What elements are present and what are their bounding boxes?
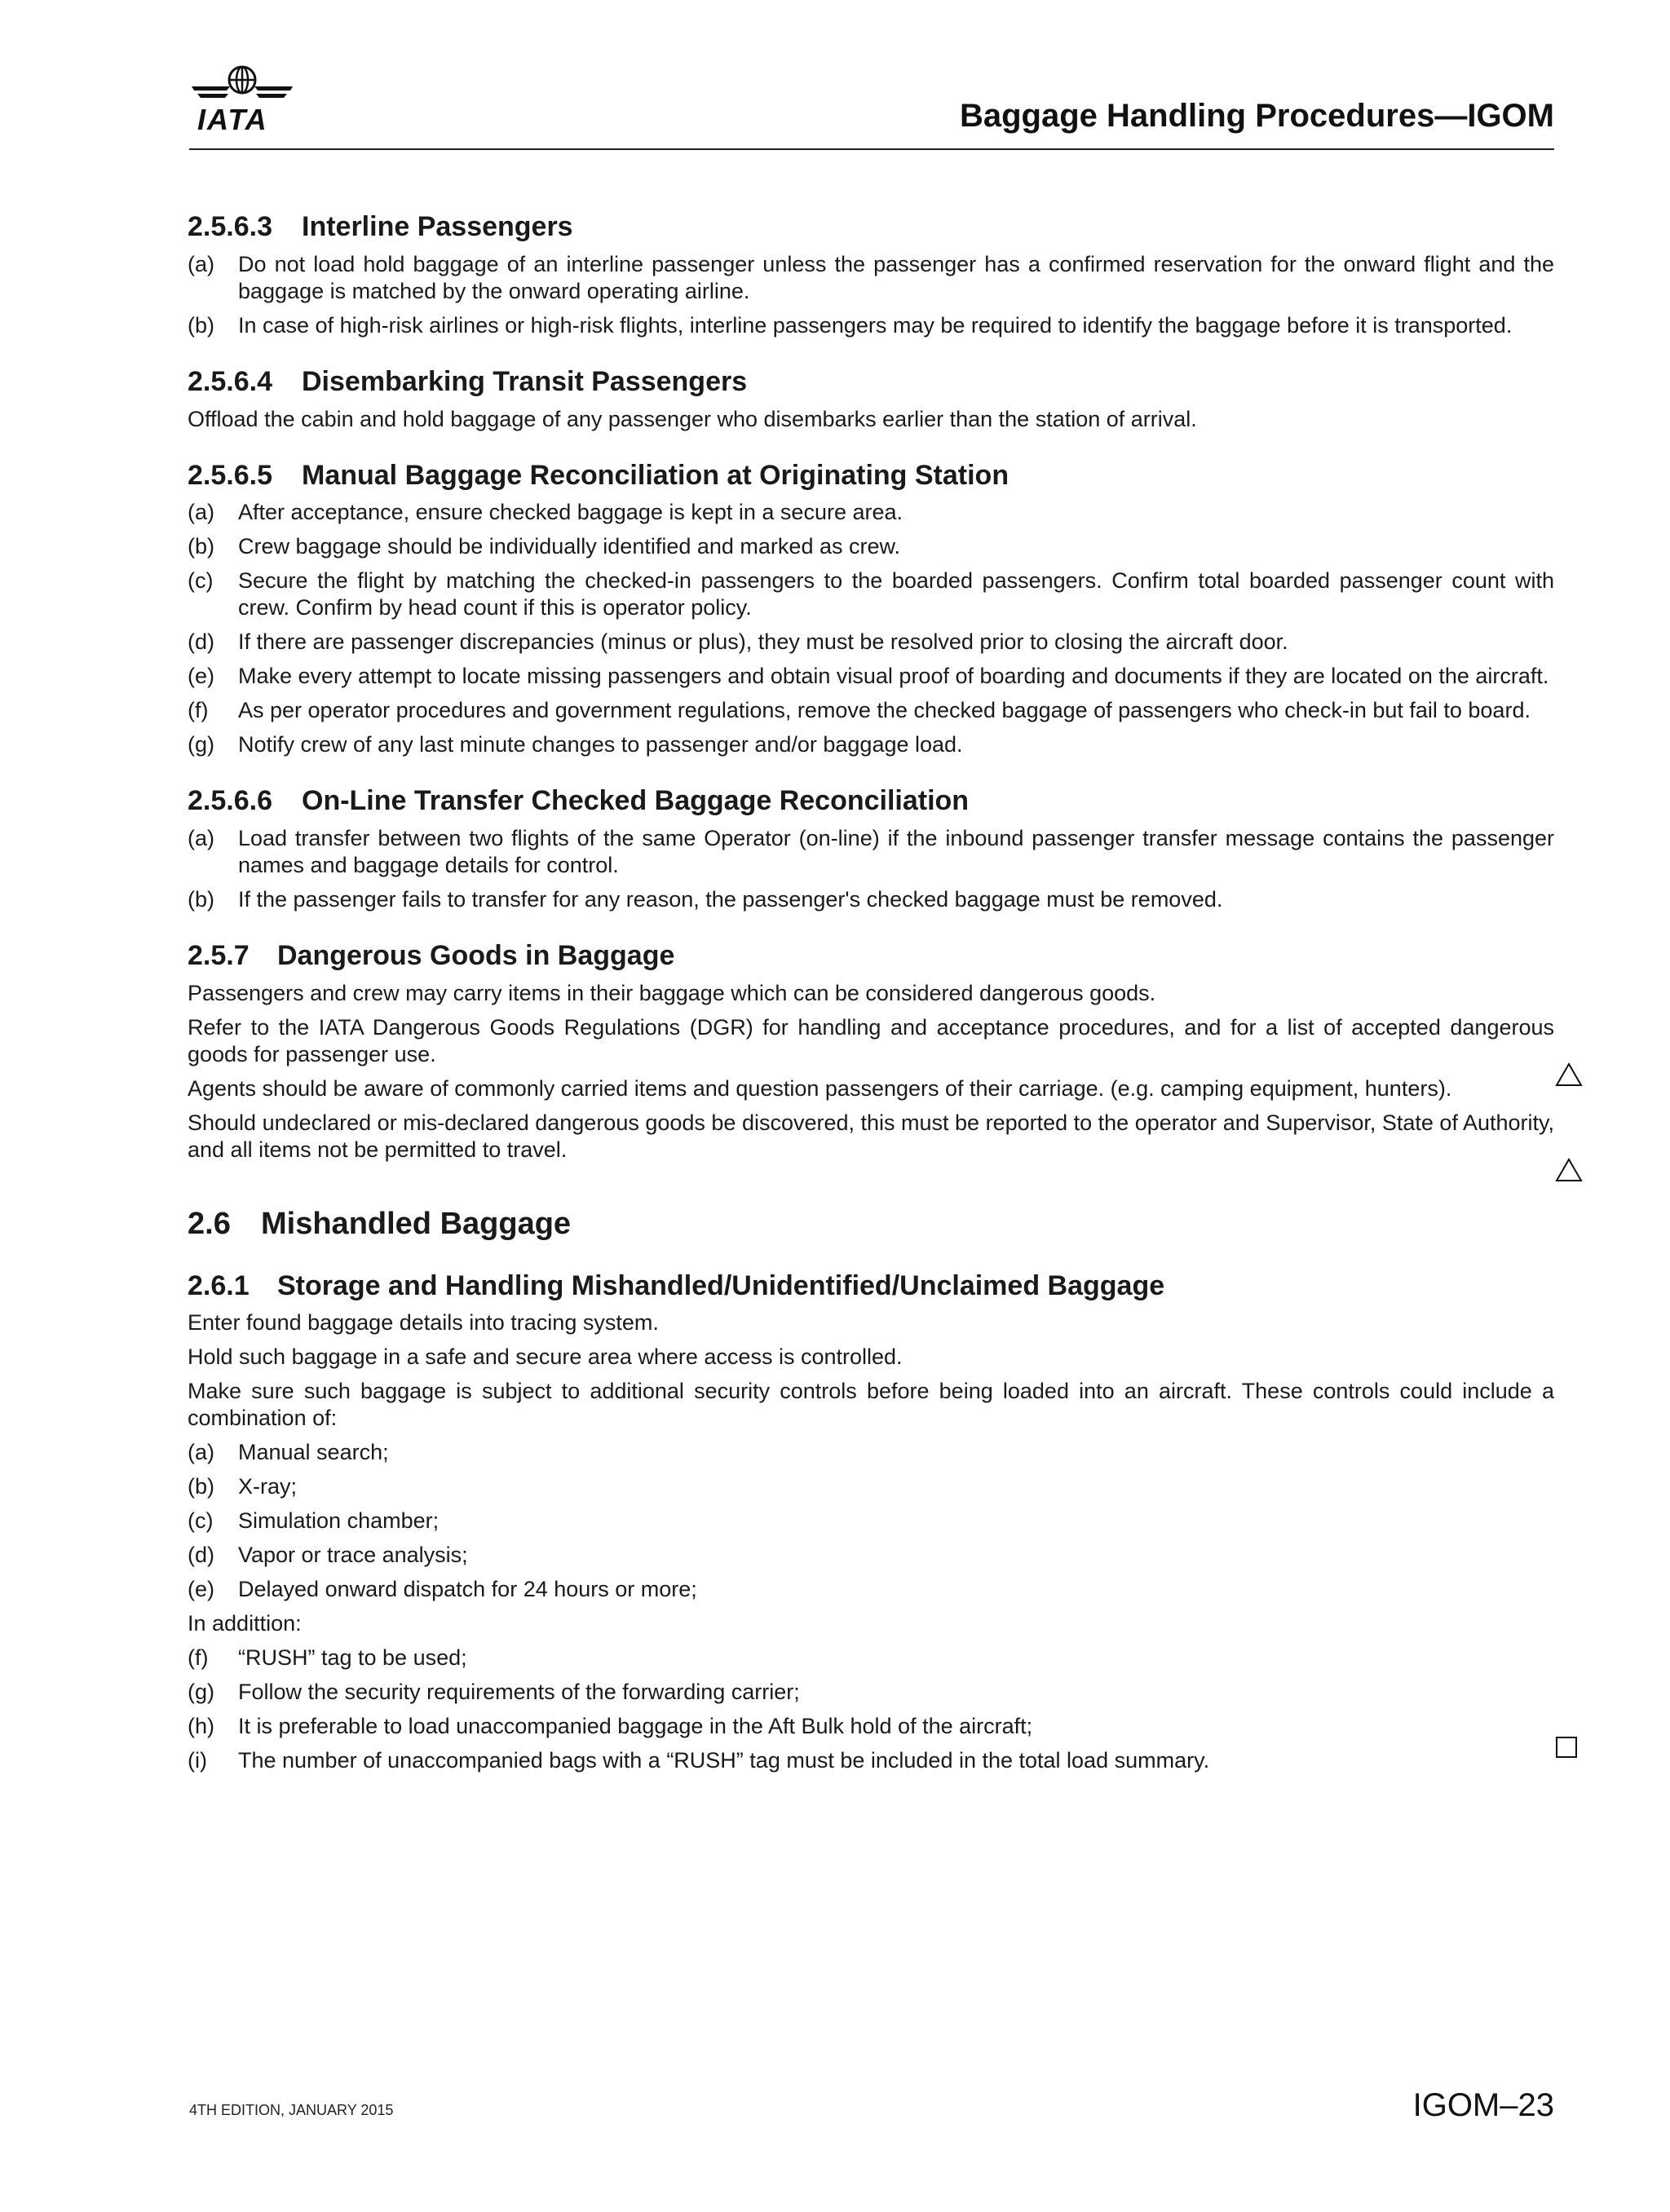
list-item: (a) Do not load hold baggage of an interline passenger unless the passenger has a confirmed reservation for the onward flight and the baggage is matched by the onward operating airline. bbox=[188, 251, 1554, 303]
logo-text: IATA bbox=[197, 103, 268, 136]
list-item: (e) Delayed onward dispatch for 24 hours or more; bbox=[188, 1577, 697, 1602]
section-heading: 2.5.6.4 Disembarking Transit Passengers bbox=[188, 365, 748, 397]
list-item: (a) After acceptance, ensure checked baggage is kept in a secure area. bbox=[188, 500, 903, 525]
list-item: (d) Vapor or trace analysis; bbox=[188, 1543, 468, 1568]
list-item: (f) “RUSH” tag to be used; bbox=[188, 1645, 467, 1671]
paragraph: Make sure such baggage is subject to additional security controls before being loaded into an aircraft. These controls could include a combination of: bbox=[188, 1379, 1554, 1431]
list-item: (f) As per operator procedures and government regulations, remove the checked baggage of passengers who check-in but fail to board. bbox=[188, 698, 1531, 723]
list-item: (b) In case of high-risk airlines or high-risk flights, interline passengers may be required to identify the baggage before it is transported. bbox=[188, 312, 1513, 338]
paragraph: Enter found baggage details into tracing system. bbox=[188, 1310, 659, 1336]
list-item: (g) Notify crew of any last minute changes to passenger and/or baggage load. bbox=[188, 732, 963, 757]
edition-label: 4TH EDITION, JANUARY 2015 bbox=[189, 2102, 394, 2118]
section-heading: 2.5.6.3 Interline Passengers bbox=[188, 211, 573, 242]
globe-wings-icon bbox=[189, 62, 295, 108]
header-title: Baggage Handling Procedures—IGOM bbox=[959, 98, 1554, 134]
page-header bbox=[189, 62, 1554, 150]
list-item: (a) Load transfer between two flights of the same Operator (on-line) if the inbound passenger transfer message contains the passenger names and baggage details for control. bbox=[188, 826, 1554, 878]
list-item: (c) Simulation chamber; bbox=[188, 1508, 440, 1534]
iata-logo bbox=[189, 62, 295, 135]
list-item: (c) Secure the flight by matching the checked-in passengers to the boarded passengers. Confirm total boarded passenger count with crew. Confirm by head count if this is operator policy. bbox=[188, 568, 1554, 620]
paragraph: In addittion: bbox=[188, 1611, 302, 1636]
page-number: IGOM–23 bbox=[1412, 2087, 1554, 2123]
section-heading: 2.5.6.6 On-Line Transfer Checked Baggage Reconciliation bbox=[188, 785, 970, 817]
list-item: (e) Make every attempt to locate missing passengers and obtain visual proof of boarding and documents if they are located on the aircraft. bbox=[188, 664, 1549, 689]
list-item: (d) If there are passenger discrepancies (minus or plus), they must be resolved prior to closing the aircraft door. bbox=[188, 629, 1288, 655]
paragraph: Offload the cabin and hold baggage of any passenger who disembarks earlier than the station of arrival. bbox=[188, 406, 1197, 431]
list-item: (a) Manual search; bbox=[188, 1440, 389, 1465]
document-body bbox=[188, 210, 1554, 1774]
paragraph: Passengers and crew may carry items in their baggage which can be considered dangerous goods. bbox=[188, 980, 1156, 1005]
paragraph: Hold such baggage in a safe and secure area where access is controlled. bbox=[188, 1344, 903, 1370]
list-item: (g) Follow the security requirements of the forwarding carrier; bbox=[188, 1680, 800, 1705]
list-item: (i) The number of unaccompanied bags with a “RUSH” tag must be included in the total load summary. bbox=[188, 1748, 1210, 1773]
section-heading: 2.5.6.5 Manual Baggage Reconciliation at Originating Station bbox=[188, 459, 1010, 491]
list-item: (b) Crew baggage should be individually identified and marked as crew. bbox=[188, 534, 900, 559]
section-heading: 2.6.1 Storage and Handling Mishandled/Unidentified/Unclaimed Baggage bbox=[188, 1269, 1165, 1301]
chapter-heading: 2.6 Mishandled Baggage bbox=[188, 1206, 572, 1241]
paragraph: Should undeclared or mis-declared dangerous goods be discovered, this must be reported to the operator and Supervisor, State of Authority, and all items not be permitted to travel. bbox=[188, 1110, 1555, 1162]
list-item: (b) X-ray; bbox=[188, 1474, 298, 1499]
revision-triangle-icon bbox=[1554, 1062, 1584, 1088]
section-heading: 2.5.7 Dangerous Goods in Baggage bbox=[188, 940, 675, 972]
paragraph: Refer to the IATA Dangerous Goods Regulations (DGR) for handling and acceptance procedures, and for a list of accepted dangerous goods for passenger use. bbox=[188, 1014, 1554, 1066]
revision-triangle-icon bbox=[1554, 1157, 1584, 1183]
paragraph: Agents should be aware of commonly carried items and question passengers of their carriage. (e.g. camping equipment, hunters). bbox=[188, 1075, 1452, 1101]
list-item: (h) It is preferable to load unaccompanied baggage in the Aft Bulk hold of the aircraft; bbox=[188, 1714, 1033, 1739]
list-item: (b) If the passenger fails to transfer for any reason, the passenger's checked baggage must be removed. bbox=[188, 887, 1223, 912]
revision-square-icon bbox=[1554, 1735, 1579, 1759]
